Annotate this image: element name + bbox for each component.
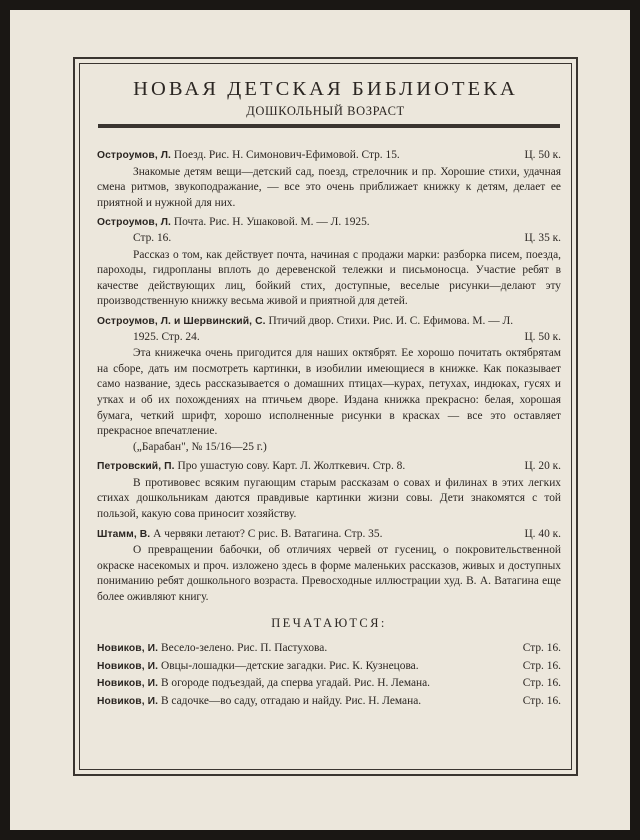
entry-title-line	[97, 527, 561, 543]
entry-title: Почта. Рис. Н. Ушаковой. М. — Л. 1925.	[173, 216, 370, 229]
entry-price: Ц. 20 к.	[524, 460, 561, 473]
entry-title-continued: 1925. Стр. 24.	[133, 330, 200, 343]
forthcoming-item	[97, 659, 561, 675]
forthcoming-item	[97, 676, 561, 692]
entry-description: Знакомые детям вещи—детский сад, поезд, стрелочник и пр. Хорошие стихи, удачная смена ритмов, звукоподражание, — все это очень приближает книжку к детям, делает ее приятной и нужной для них.	[97, 165, 561, 209]
book-entry	[97, 527, 561, 606]
forthcoming-title: В садочке—во саду, отгадаю и найду. Рис. Н. Лемана.	[160, 695, 422, 707]
entry-author: Остроумов, Л.	[97, 150, 172, 161]
forthcoming-heading: ПЕЧАТАЮТСЯ:	[271, 615, 387, 630]
entry-title: Птичий двор. Стихи. Рис. И. С. Ефимова. М. — Л.	[268, 314, 514, 327]
book-entry	[97, 314, 561, 455]
forthcoming-author: Новиков, И.	[97, 678, 159, 690]
entry-title-line	[97, 314, 561, 330]
entry-price: Ц. 35 к.	[524, 231, 561, 244]
book-entry	[97, 148, 561, 211]
entry-source: („Барабан", № 15/16—25 г.)	[133, 440, 267, 453]
series-title: НОВАЯ ДЕТСКАЯ БИБЛИОТЕКА	[133, 78, 518, 100]
book-entry	[97, 215, 561, 310]
entry-title-continued: Стр. 16.	[133, 231, 172, 244]
forthcoming-author: Новиков, И.	[97, 643, 159, 655]
forthcoming-pages: Стр. 16.	[522, 695, 561, 707]
entry-title-line	[97, 148, 561, 164]
entry-title: Про ушастую сову. Карт. Л. Жолткевич. Стр. 8.	[177, 460, 406, 473]
forthcoming-title: Овцы-лошадки—детские загадки. Рис. К. Кузнецова.	[160, 659, 419, 672]
entry-title-line	[97, 459, 561, 475]
entry-description: Эта книжечка очень пригодится для наших октябрят. Ее хорошо почитать октябрятам на сборе, дать им посмотреть картинки, в изобилии имеющиеся в книжке. Как показывает само название, здесь рассказывается о домашних птицах—курах, петухах, индюках, гусях и утках и об их похождениях на птичьем дворе. Издана книжка прекрасно: белая, хорошая бумага, четкий шрифт, хорошо исполненные рисунки в красках — все это оставляет прекрасное впечатление.	[97, 347, 561, 438]
forthcoming-list	[97, 641, 561, 709]
book-entry	[97, 459, 561, 522]
header-rule	[98, 124, 560, 128]
entry-title: Поезд. Рис. Н. Симонович-Ефимовой. Стр. 15.	[173, 149, 400, 161]
entry-title: А червяки летают? С рис. В. Ватагина. Стр. 35.	[153, 527, 383, 540]
forthcoming-pages: Стр. 16.	[522, 659, 561, 672]
entry-author: Остроумов, Л. и Шервинский, С.	[97, 315, 266, 327]
entry-author: Остроумов, Л.	[97, 217, 172, 229]
catalog-content	[97, 148, 561, 712]
entry-price: Ц. 50 к.	[524, 330, 561, 343]
entry-author: Штамм, В.	[97, 528, 151, 540]
forthcoming-title: В огороде подъездай, да сперва угадай. Рис. Н. Лемана.	[160, 677, 431, 690]
entry-price: Ц. 40 к.	[524, 527, 561, 540]
entry-author: Петровский, П.	[97, 461, 175, 473]
entry-description: Рассказ о том, как действует почта, начиная с продажи марки: разборка писем, поезда, пароходы, гидропланы вплоть до деревенской тележки и письмоносца. Участие ребят в качестве действующих лиц, бойкий стих, доступные, веселые рисунки—делают эту производственную книжку весьма живой и приятной для детей.	[97, 248, 561, 308]
series-subtitle: ДОШКОЛЬНЫЙ ВОЗРАСТ	[246, 104, 405, 118]
forthcoming-pages: Стр. 16.	[522, 677, 561, 690]
entry-title-line-2	[97, 231, 561, 247]
entry-description: В противовес всяким пугающим старым рассказам о совах и филинах в этих легких стихах дошкольникам даются правдивые картинки жизни совы. Дети знакомятся с той пользой, какую сова приносит хозяйству.	[97, 476, 561, 521]
forthcoming-author: Новиков, И.	[97, 660, 159, 672]
forthcoming-item	[97, 694, 561, 710]
forthcoming-pages: Стр. 16.	[522, 642, 561, 655]
entry-price: Ц. 50 к.	[524, 149, 561, 161]
entry-title-line	[97, 215, 561, 231]
forthcoming-title: Весело-зелено. Рис. П. Пастухова.	[160, 642, 328, 655]
forthcoming-item	[97, 641, 561, 657]
entry-title-line-2	[97, 330, 561, 346]
forthcoming-author: Новиков, И.	[97, 696, 159, 707]
entry-description: О превращении бабочки, об отличиях червей от гусениц, о покровительственной окраске насекомых и проч. изложено здесь в форме маленьких рассказов, живых и доступных пониманию ребят дошкольного возраста. Превосходные иллюстрации худ. В. А. Ватагина еще более оживляют книгу.	[97, 544, 561, 604]
